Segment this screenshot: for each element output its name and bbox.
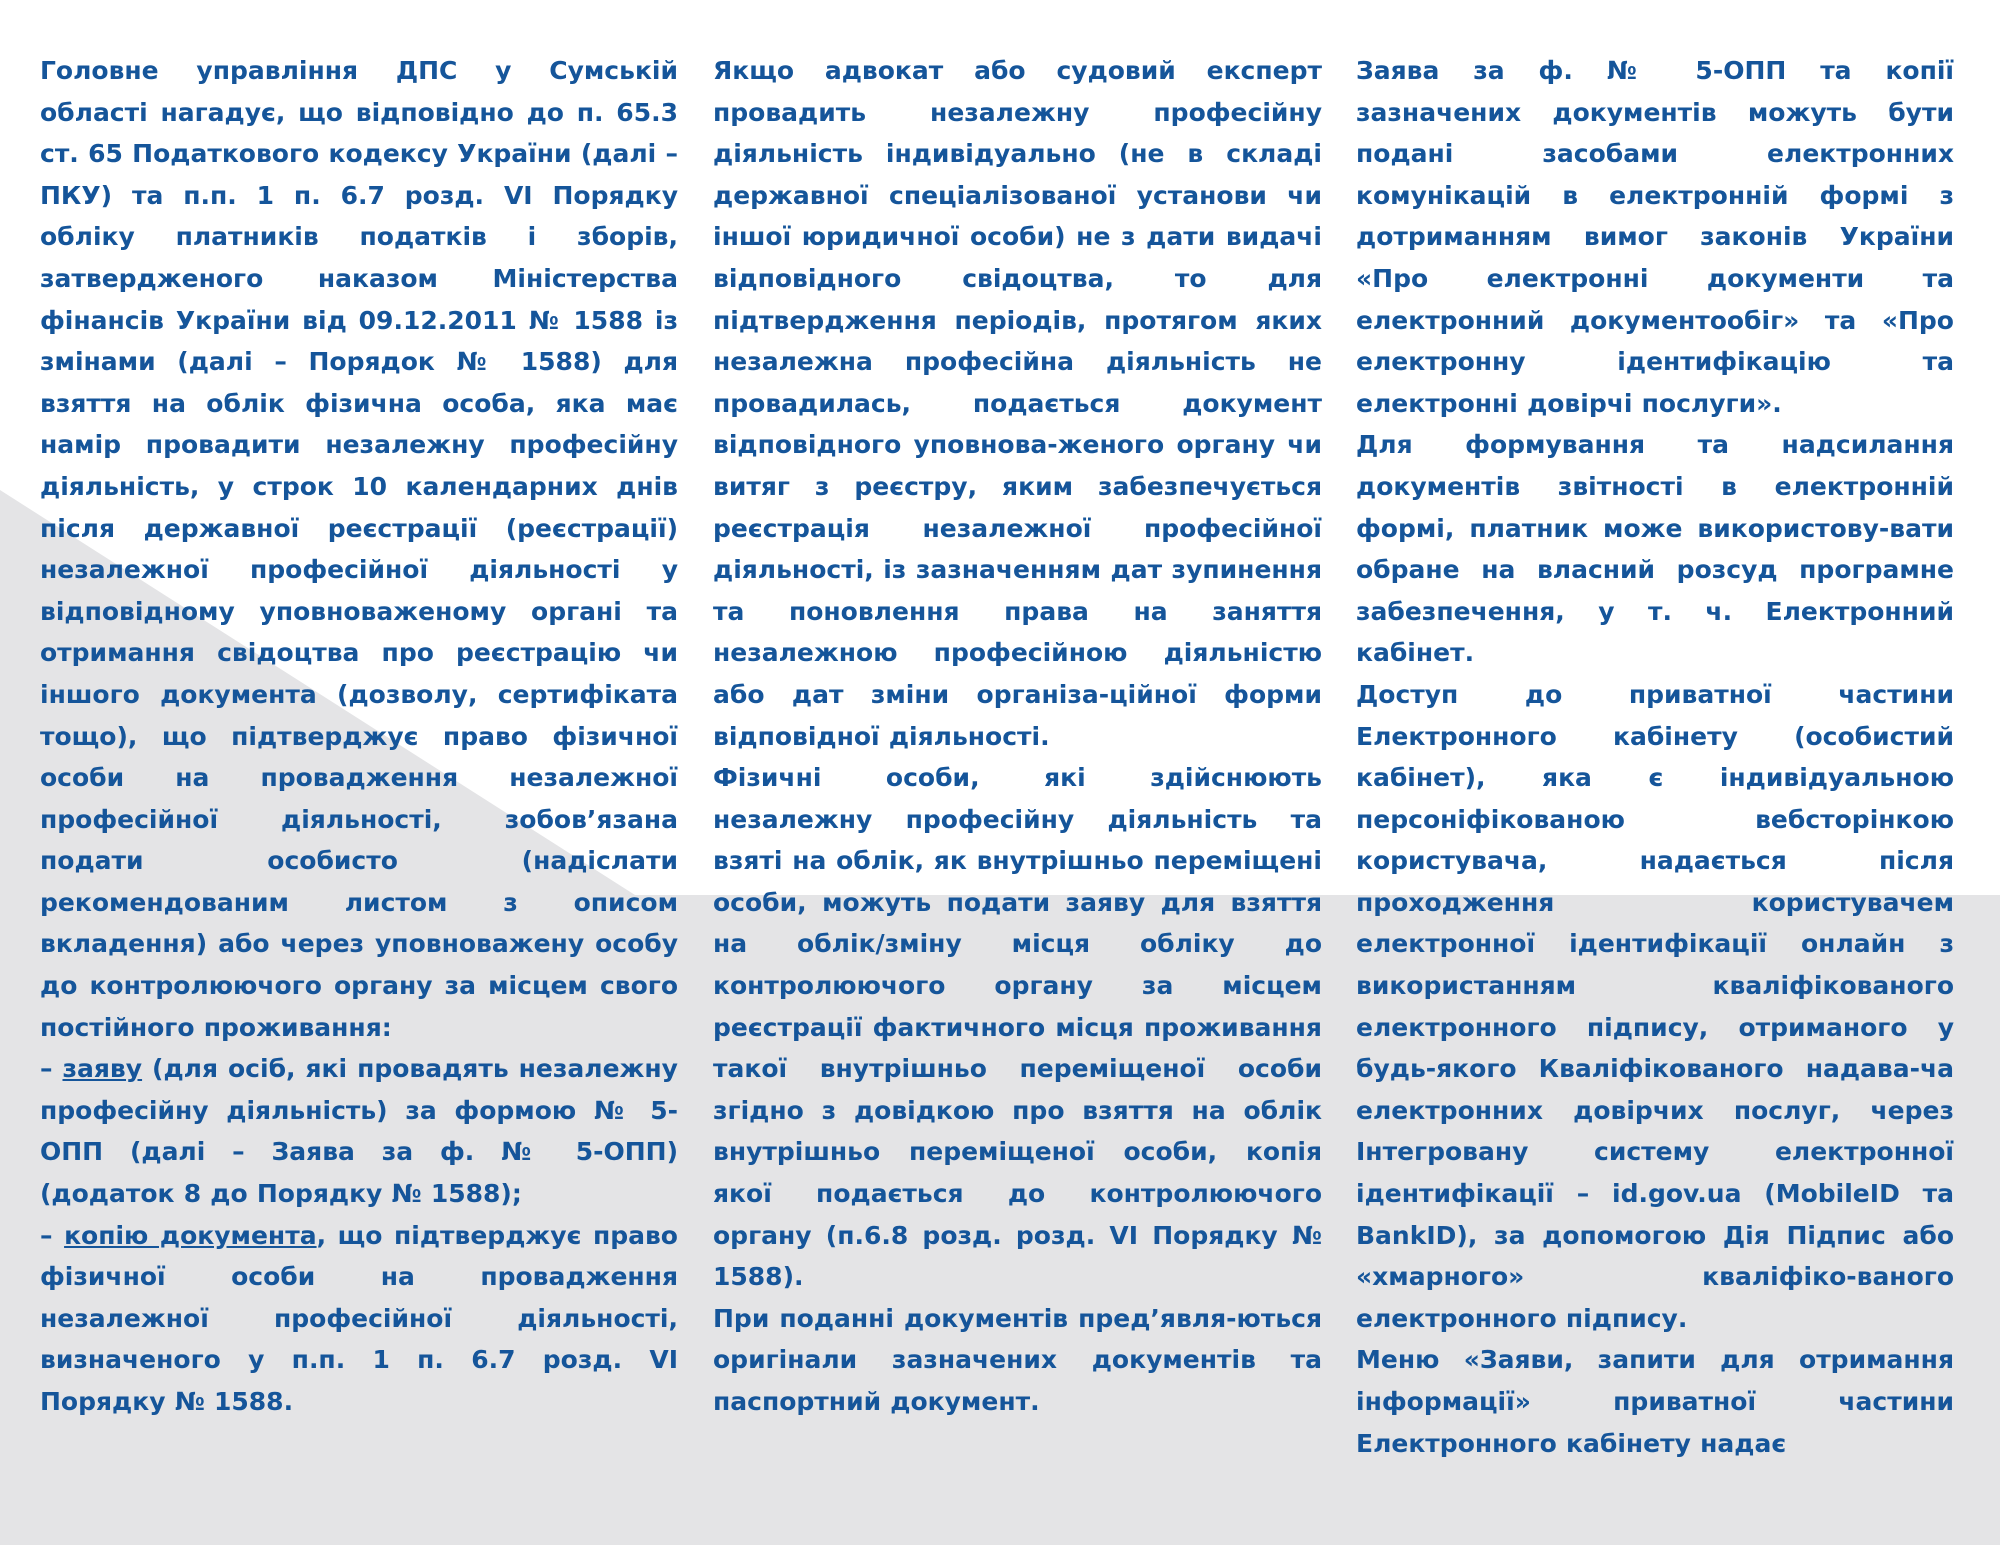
list-dash: – (40, 1054, 63, 1084)
cabinet-access-paragraph: Доступ до приватної частини Електронного кабінету (особистий кабінет), яка є індивідуальною персоніфікованою вебсторінкою користувача, надається після проходження користувачем електронної ідентифікації онлайн з використанням кваліфікованого електронного підпису, отриманого у будь-якого Кваліфікованого надава-ча електронних довірчих послуг, через Інтегровану систему електронної ідентифікації – id.gov.ua (MobileID та BankID), за допомогою Дія Підпис або «хмарного» кваліфіко-ваного електронного підпису. (1356, 679, 1954, 1333)
menu-paragraph: Меню «Заяви, запити для отримання інформації» приватної частини Електронного кабінету надає (1356, 1345, 1954, 1458)
reporting-software-paragraph: Для формування та надсилання документів звітності в електронній формі, платник може використову-вати обране на власний розсуд програмне забезпечення, у т. ч. Електронний кабінет. (1356, 430, 1954, 668)
list-item-text: (для осіб, які провадять незалежну професійну діяльність) за формою № 5-ОПП (далі – Заява за ф. № 5-ОПП) (додаток 8 до Порядку № 1588); (40, 1054, 678, 1209)
list-item-document-copy (40, 1215, 678, 1423)
originals-paragraph: При поданні документів пред’явля-ються оригінали зазначених документів та паспортний документ. (713, 1303, 1322, 1416)
electronic-submission-paragraph: Заява за ф. № 5-ОПП та копії зазначених документів можуть бути подані засобами електронних комунікацій в електронній формі з дотриманням вимог законів України «Про електронні документи та електронний документообіг» та «Про електронну ідентифікацію та електронні довірчі послуги». (1356, 56, 1954, 418)
text-column-3 (1356, 50, 1954, 1464)
list-item-application (40, 1048, 678, 1214)
text-column-2 (713, 50, 1322, 1423)
lawyer-paragraph: Якщо адвокат або судовий експерт провадить незалежну професійну діяльність індивідуально (не в складі державної спеціалізованої установи чи іншої юридичної особи) не з дати видачі відповідного свідоцтва, то для підтвердження періодів, протягом яких незалежна професійна діяльність не провадилась, подається документ відповідного уповнова-женого органу чи витяг з реєстру, яким забезпечується реєстрація незалежної професійної діяльності, із зазначенням дат зупинення та поновлення права на заняття незалежною професійною діяльністю або дат зміни організа-ційної форми відповідної діяльності. (713, 56, 1322, 751)
document-copy-link[interactable]: копію документа (64, 1220, 317, 1250)
list-item-text: , що підтверджує право фізичної особи на провадження незалежної професійної діяльності, визначеного у п.п. 1 п. 6.7 розд. VI Порядку № 1588. (40, 1220, 678, 1416)
application-link[interactable]: заяву (62, 1054, 143, 1084)
displaced-persons-paragraph: Фізичні особи, які здійснюють незалежну професійну діяльність та взяті на облік, як внутрішньо переміщені особи, можуть подати заяву для взяття на облік/зміну місця обліку до контролюючого органу за місцем реєстрації фактичного місця проживання такої внутрішньо переміщеної особи згідно з довідкою про взяття на облік внутрішньо переміщеної особи, копія якої подається до контролюючого органу (п.6.8 розд. розд. VI Порядку № 1588). (713, 763, 1322, 1292)
intro-paragraph: Головне управління ДПС у Сумській області нагадує, що відповідно до п. 65.3 ст. 65 Податкового кодексу України (далі – ПКУ) та п.п. 1 п. 6.7 розд. VI Порядку обліку платників податків і зборів, затвердженого наказом Міністерства фінансів України від 09.12.2011 № 1588 із змінами (далі – Порядок № 1588) для взяття на облік фізична особа, яка має намір провадити незалежну професійну діяльність, у строк 10 календарних днів після державної реєстрації (реєстрації) незалежної професійної діяльності у відповідному уповноваженому органі та отримання свідоцтва про реєстрацію чи іншого документа (дозволу, сертифіката тощо), що підтверджує право фізичної особи на провадження незалежної професійної діяльності, зобов’язана подати особисто (надіслати рекомендованим листом з описом вкладення) або через уповноважену особу до контролюючого органу за місцем свого постійного проживання: (40, 56, 678, 1042)
list-dash: – (40, 1220, 65, 1250)
text-column-1 (40, 50, 678, 1423)
